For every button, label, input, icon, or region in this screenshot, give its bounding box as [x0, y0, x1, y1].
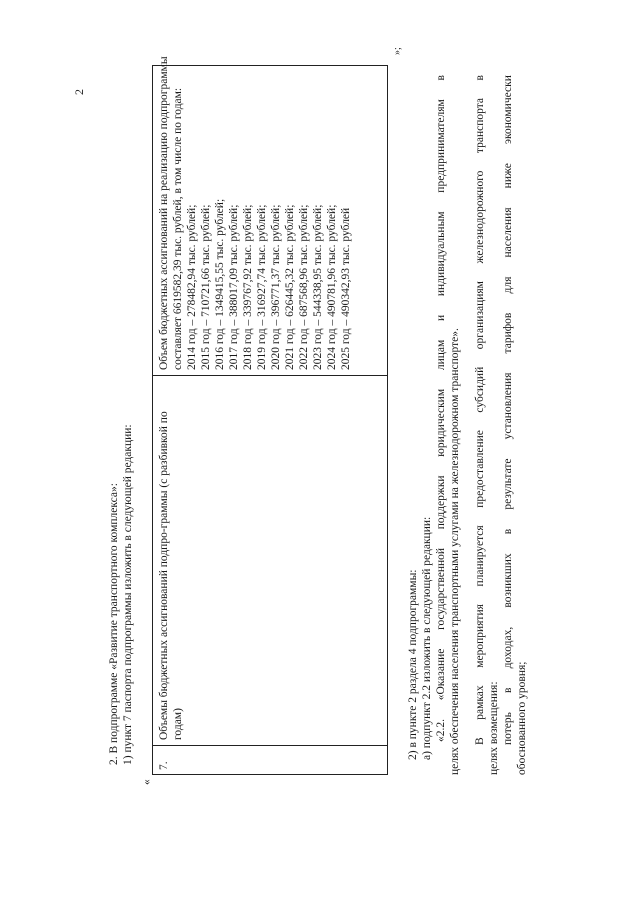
word: субсидий	[474, 366, 486, 413]
funding-line: составляет 6619582,39 тыс. рублей, в том числе по годам:	[172, 87, 185, 370]
paragraph-item-2: 2) в пункте 2 раздела 4 подпрограммы:	[407, 569, 419, 760]
word: транспорта	[474, 98, 486, 154]
word: организациям	[474, 281, 486, 350]
word: возникших	[502, 553, 514, 608]
section-title: 2. В подпрограмме «Развитие транспортного комплекса»:	[108, 483, 120, 765]
table-row-label: Объемы бюджетных ассигнований подпро-граммы (с разбивкой по годам)	[158, 411, 185, 740]
word: ниже	[502, 163, 514, 189]
funding-line: 2019 год – 316927,74 тыс. рублей;	[256, 204, 269, 370]
funding-line: 2014 год – 278482,94 тыс. рублей;	[186, 204, 199, 370]
word: установления	[502, 372, 514, 440]
word: экономически	[502, 75, 514, 144]
funding-line: 2024 год – 490781,96 тыс. рублей;	[326, 204, 339, 370]
funding-line: 2023 год – 544338,95 тыс. рублей;	[312, 204, 325, 370]
passport-table	[152, 56, 388, 775]
funding-line: Объем бюджетных ассигнований на реализацию подпрограммы	[158, 56, 170, 370]
word: рамках	[474, 685, 486, 720]
paragraph-measures-line-1	[473, 75, 487, 745]
word: потерь	[502, 712, 514, 745]
word: результате	[502, 458, 514, 510]
table-row-number: 7.	[158, 761, 170, 770]
word: тарифов	[502, 312, 514, 354]
word: предоставление	[474, 430, 486, 508]
word: юридическим	[435, 388, 447, 457]
word: в	[502, 528, 514, 535]
word: в	[435, 75, 447, 81]
word: лицам	[435, 339, 447, 371]
word: населения	[502, 207, 514, 258]
closing-quote: »;	[392, 47, 403, 55]
table-divider	[153, 375, 387, 376]
word: В	[474, 737, 486, 745]
word: планируется	[474, 525, 486, 587]
funding-line: 2025 год – 490342,93 тыс. рублей	[340, 207, 353, 370]
word: и	[435, 314, 447, 321]
table-divider	[153, 745, 387, 746]
word: для	[502, 276, 514, 294]
paragraph-2-2-line-2: целях обеспечения населения транспортными услугами на железнодорожном транспорте».	[449, 328, 461, 775]
word: в	[474, 75, 486, 81]
opening-quote: «	[141, 779, 153, 785]
paragraph-2-2-line-1	[434, 75, 448, 742]
page-number: 2	[72, 89, 86, 95]
word: поддержки	[435, 475, 447, 530]
paragraph-measures-line-2: целях возмещения:	[488, 681, 500, 775]
word: железнодорожного	[474, 170, 486, 264]
word: «Оказание	[435, 648, 447, 701]
funding-line: 2016 год – 1349415,55 тыс. рублей;	[214, 198, 227, 370]
table-row-content	[157, 56, 353, 370]
funding-line: 2015 год – 710721,66 тыс. рублей;	[200, 204, 213, 370]
paragraph-losses-line-1	[501, 75, 515, 745]
funding-line: 2020 год – 396771,37 тыс. рублей;	[270, 204, 283, 370]
word: «2.2.	[435, 719, 447, 742]
funding-line: 2018 год – 339767,92 тыс. рублей;	[242, 204, 255, 370]
word: мероприятия	[474, 604, 486, 668]
word: доходах,	[502, 626, 514, 669]
funding-line: 2021 год – 626445,32 тыс. рублей;	[284, 204, 297, 370]
word: индивидуальным	[435, 211, 447, 297]
funding-line: 2017 год – 388017,09 тыс. рублей;	[228, 204, 241, 370]
funding-line: 2022 год – 687568,96 тыс. рублей;	[298, 204, 311, 370]
paragraph-losses-line-2: обоснованного уровня;	[516, 661, 528, 775]
word: государственной	[435, 547, 447, 630]
word: предпринимателям	[435, 99, 447, 193]
paragraph-subitem-a: а) подпункт 2.2 изложить в следующей редакции:	[421, 516, 433, 760]
item-1-text: 1) пункт 7 паспорта подпрограммы изложить в следующей редакции:	[122, 424, 134, 765]
word: в	[502, 687, 514, 693]
